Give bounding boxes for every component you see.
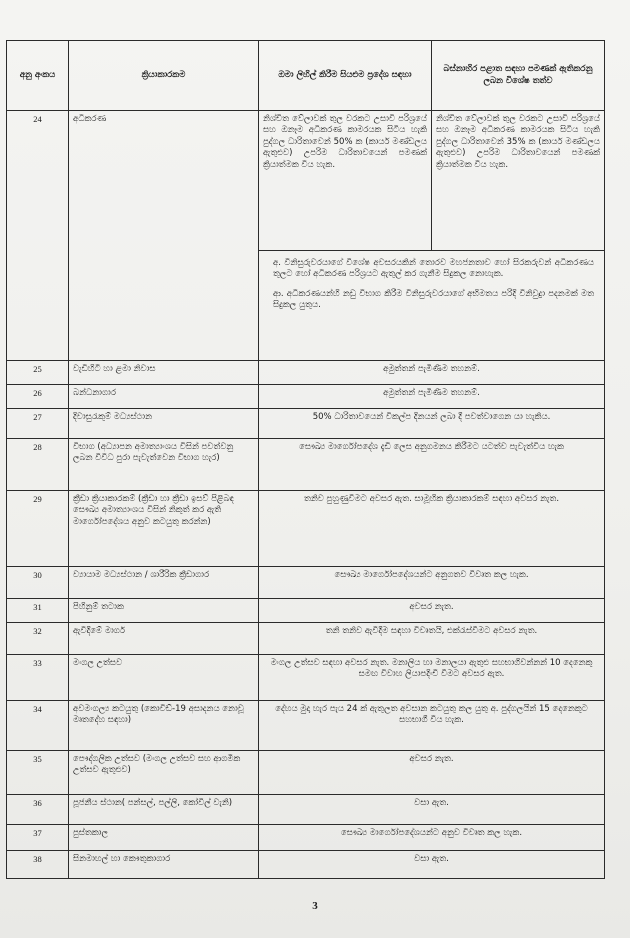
- row-activity: දිවාසුරැකුම් මධ්‍යස්ථාන: [69, 409, 259, 439]
- row-activity: අධිකරණ: [69, 111, 259, 361]
- row-activity: ක්‍රීඩා ක්‍රියාකාරකම් (ක්‍රීඩා හා ක්‍රීඩා ඉසව් පිළිබඳ සෞඛ්‍ය අමාත්‍යාංශය විසින් නිකුත් කර ඇති මාර්ගෝපදේශය අනුව කටයුතු කරන්න): [69, 491, 259, 567]
- table-row: [7, 623, 605, 655]
- table-row: [7, 491, 605, 567]
- row-special-rule: නිශ්චිත වේලාවක් තුල වරකට උසාවි පරිශ්‍රයේ සහ ඔනෑම අධිකරණ කාමරයක සිටිය හැකි පුද්ගල ධාරිතාවෙන් 35% ක (කාර්ය මණ්ඩලය ඇතුළුව) උපරිම ධාරිතාවයෙන් පමණක් ක්‍රියාත්මක විය හැක.: [432, 111, 605, 251]
- table-row: [7, 655, 605, 701]
- row-rule: අවසර නැත.: [259, 751, 605, 795]
- row-rule: වසා ඇත.: [259, 851, 605, 879]
- row-rule: තනි තනිව ඇවිදීම සඳහා විවෘතයි, එක්රැස්වීමට අවසර නැත.: [259, 623, 605, 655]
- row-activity: මංගල උත්සව: [69, 655, 259, 701]
- note-a: අ. විනිසුරුවරයාගේ විශේෂ අවසරයකින් තොරව මහජනතාව හෝ සිරකරුවන් අධිකරණය තුලට හෝ අධිකරණ පරිශ්‍රයට ඇතුල් කර ගැනීම සිදුකල නොහැක.: [273, 258, 594, 280]
- row-activity: පිහිනුම් තටාක: [69, 599, 259, 623]
- row-rule: තනිව පුහුණුවීමට අවසර ඇත. සාමූහික ක්‍රියාකාරකම් සඳහා අවසර නැත.: [259, 491, 605, 567]
- row-activity: සිනමාහල් හා කෞතුකාගාර: [69, 851, 259, 879]
- row-activity: බන්ධනාගාර: [69, 385, 259, 409]
- table-header-row: [7, 41, 605, 111]
- regulations-table: [6, 40, 605, 879]
- table-row: [7, 795, 605, 825]
- row-rule: අමුත්තන් පැමිණීම තහනම්.: [259, 385, 605, 409]
- table-row: [7, 599, 605, 623]
- row-number: 29: [7, 491, 69, 567]
- row-number: 35: [7, 751, 69, 795]
- table-row: [7, 851, 605, 879]
- row-activity: අවමංගල්‍ය කටයුතු (කොවිඩ්-19 අසාදනය නොවූ මෘතදේහ සඳහා): [69, 701, 259, 751]
- row-number: 30: [7, 567, 69, 599]
- row-number: 32: [7, 623, 69, 655]
- page-number: 3: [312, 900, 318, 912]
- row-activity: විභාග (අධ්‍යාපන අමාත්‍යාංශය විසින් පවත්වනු ලබන විවිධ පුරා පැවැත්වෙන විභාග හැර): [69, 439, 259, 491]
- row-number: 28: [7, 439, 69, 491]
- row-number: 34: [7, 701, 69, 751]
- row-number: 33: [7, 655, 69, 701]
- row-activity: වැඩිහිටි හා ළමා නිවාස: [69, 361, 259, 385]
- row-rule: අමුත්තන් පැමිණීම තහනම්.: [259, 361, 605, 385]
- row-general-rule: නිශ්චිත වේලාවක් තුල වරකට උසාවි පරිශ්‍රයේ සහ ඔනෑම අධිකරණ කාමරයක සිටිය හැකි පුද්ගල ධාරිතාවෙන් 50% ක (කාර්ය මණ්ඩලය ඇතුළුව) උපරිම ධාරිතාවයෙන් පමණක් ක්‍රියාත්මක විය හැක.: [259, 111, 432, 251]
- row-activity: පෞද්ගලික උත්සව (මංගල උත්සව සහ ආගමික උත්සව ඇතුළුව): [69, 751, 259, 795]
- row-number: 27: [7, 409, 69, 439]
- row-rule: වසා ඇත.: [259, 795, 605, 825]
- table-row: [7, 825, 605, 851]
- header-special: බස්නාහිර පළාත සඳහා පමණක් ඇතිකරනු ලබන විශේෂ තත්ව: [432, 41, 605, 111]
- header-general: ඔමා ලිහිල් කිරීම සියළුම ප්‍රදේශ සඳහා: [259, 41, 432, 111]
- row-rule: 50% ධාරිතාවයෙන් විකල්ප දිනයන් ලබා දී පවත්වාගෙන යා හැකිය.: [259, 409, 605, 439]
- header-activity: ක්‍රියාකාරකම: [69, 41, 259, 111]
- row-rule: සෞඛ්‍ය මාර්ගෝපදේශයන්ට අනුව විවෘත කල හැක.: [259, 825, 605, 851]
- table-row: [7, 111, 605, 251]
- row-number: 31: [7, 599, 69, 623]
- table-row: [7, 385, 605, 409]
- table-row: [7, 567, 605, 599]
- table-row: [7, 409, 605, 439]
- row-number: 26: [7, 385, 69, 409]
- row-activity: පුස්තකාල: [69, 825, 259, 851]
- row-activity: පූජනීය ස්ථාන( පන්සල්, පල්ලි, කෝවිල් වැනි): [69, 795, 259, 825]
- row-number: 36: [7, 795, 69, 825]
- row-activity: ඇවිදීමේ මාර්ග: [69, 623, 259, 655]
- table-row: [7, 439, 605, 491]
- table-row: [7, 701, 605, 751]
- row-rule: සෞඛ්‍ය මාර්ගෝපදේශයන්ට අනුගතව විවෘත කල හැක.: [259, 567, 605, 599]
- row-rule: මංගල උත්සව සඳහා අවසර නැත. මනාලිය හා මනාලයා ඇතුළු සහභාගිවන්නන් 10 දෙනෙකු සමඟ විවාහ ලියාපදිංචි වීමට අවසර ඇත.: [259, 655, 605, 701]
- row-rule: දේහය මුදා හැර පැය 24 ක් ඇතුලත අවසාන කටයුතු කල යුතු අ. පුද්ගලයින් 15 දෙනෙකුට සහභාගී විය හැක.: [259, 701, 605, 751]
- row-notes: [259, 251, 605, 361]
- note-aa: ආ. අධිකරණයන්හි නඩු විභාග කිරීම විනිසුරුවරයාගේ අභිමතය පරිදි විනිවුදුා පදනමක් මත සිදුකල යුතුය.: [273, 288, 594, 311]
- row-number: 24: [7, 111, 69, 361]
- table-row: [7, 361, 605, 385]
- row-number: 37: [7, 825, 69, 851]
- header-number: අනු අංකය: [7, 41, 69, 111]
- row-number: 25: [7, 361, 69, 385]
- row-rule: අවසර නැත.: [259, 599, 605, 623]
- row-number: 38: [7, 851, 69, 879]
- table-row: [7, 751, 605, 795]
- row-rule: සෞඛ්‍ය මාර්ගෝපදේශ දැඩි ලෙස අනුගමනය කිරීමට යටත්ව පැවැත්විය හැක: [259, 439, 605, 491]
- row-activity: ව්‍යායාම මධ්‍යස්ථාන / ශාරීරික ක්‍රීඩාගාර: [69, 567, 259, 599]
